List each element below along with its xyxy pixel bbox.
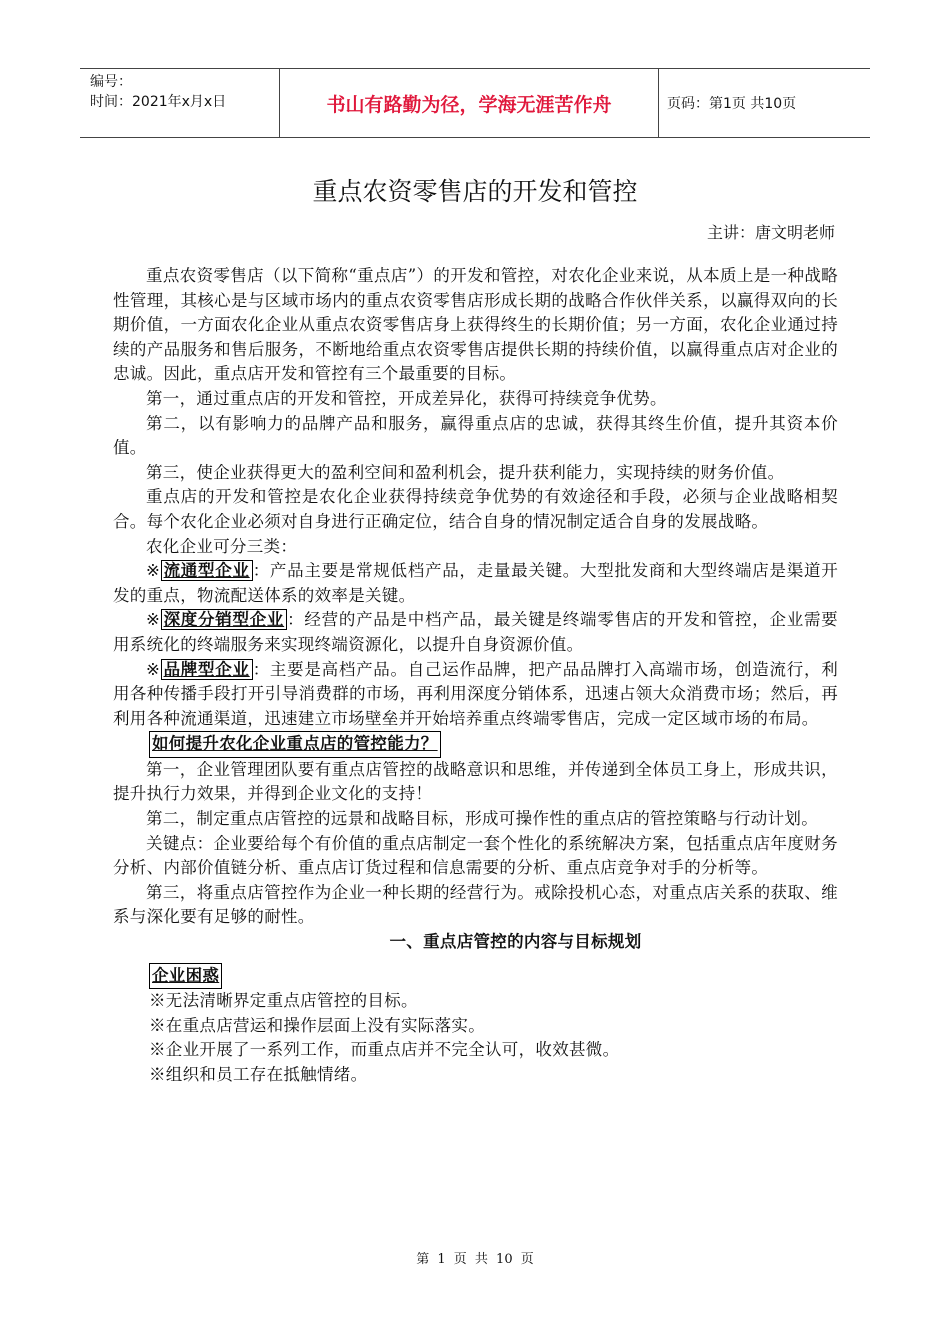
bullet-item: ※无法清晰界定重点店管控的目标。 bbox=[149, 991, 418, 1011]
strategy-paragraph: 重点店的开发和管控是农化企业获得持续竞争优势的有效途径和手段，必须与企业战略相契合。每个农化企业必须对自身进行正确定位，结合自身的情况制定适合自身的发展战略。 bbox=[113, 487, 838, 531]
type-name: 深度分销型企业 bbox=[161, 609, 288, 630]
speaker-line: 主讲：唐文明老师 bbox=[706, 223, 835, 242]
section-heading: 一、重点店管控的内容与目标规划 bbox=[389, 932, 642, 952]
page-info: 页码：第1页 共10页 bbox=[667, 96, 797, 112]
type-item bbox=[113, 608, 838, 657]
page-header bbox=[80, 68, 870, 138]
motto-text: 书山有路勤为径，学海无涯苦作舟 bbox=[280, 69, 659, 137]
intro-paragraph: 重点农资零售店（以下简称“重点店”）的开发和管控，对农化企业来说，从本质上是一种战略性管理，其核心是与区域市场内的重点农资零售店形成长期的战略合作伙伴关系，以赢得双向的长期价值，一方面农化企业从重点农资零售店身上获得终生的长期价值；另一方面，农化企业通过持续的产品服务和售后服务，不断地给重点农资零售店提供长期的持续价值，以赢得重点店对企业的忠诚。因此，重点店开发和管控有三个最重要的目标。 bbox=[113, 266, 838, 384]
type-name: 流通型企业 bbox=[161, 560, 253, 581]
page-footer: 第 1 页 共 10 页 bbox=[416, 1252, 534, 1267]
sub-heading: 企业困惑 bbox=[149, 963, 222, 990]
type-description: ：经营的产品是中档产品，最关键是终端零售店的开发和管控，企业需要用系统化的终端服务来实现终端资源化，以提升自身资源价值。 bbox=[113, 610, 838, 654]
goal-3: 第三，使企业获得更大的盈利空间和盈利机会，提升获利能力，实现持续的财务价值。 bbox=[146, 462, 785, 482]
key-point: 关键点：企业要给每个有价值的重点店制定一套个性化的系统解决方案，包括重点店年度财务分析、内部价值链分析、重点店订货过程和信息需要的分析、重点店竞争对手的分析等。 bbox=[113, 833, 838, 878]
document-title: 重点农资零售店的开发和管控 bbox=[312, 177, 638, 206]
type-item bbox=[113, 658, 838, 732]
bullet-item: ※企业开展了一系列工作，而重点店并不完全认可，收效甚微。 bbox=[149, 1040, 620, 1060]
reference-mark: ※ bbox=[146, 659, 161, 679]
question-row bbox=[113, 731, 838, 758]
type-name: 品牌型企业 bbox=[161, 659, 253, 680]
type-item bbox=[113, 559, 838, 608]
question-heading: 如何提升农化企业重点店的管控能力？ bbox=[149, 731, 441, 758]
reference-mark: ※ bbox=[146, 610, 161, 630]
goal-1: 第一，通过重点店的开发和管控，开成差异化，获得可持续竞争优势。 bbox=[146, 388, 667, 408]
answer-1: 第一，企业管理团队要有重点店管控的战略意识和思维，并传递到全体员工身上，形成共识，提升执行力效果，并得到企业文化的支持！ bbox=[113, 759, 838, 804]
type-description: ：产品主要是常规低档产品，走量最关键。大型批发商和大型终端店是渠道开发的重点，物流配送体系的效率是关键。 bbox=[113, 561, 838, 605]
document-body bbox=[113, 264, 838, 1088]
type-description: ：主要是高档产品。自己运作品牌，把产品品牌打入高端市场，创造流行，利用各种传播手段打开引导消费群的市场，再利用深度分销体系，迅速占领大众消费市场；然后，再利用各种流通渠道，迅速建立市场壁垒并开始培养重点终端零售店，完成一定区域市场的布局。 bbox=[113, 659, 838, 728]
bullet-item: ※组织和员工存在抵触情绪。 bbox=[149, 1065, 368, 1084]
answer-3: 第三，将重点店管控作为企业一种长期的经营行为。戒除投机心态，对重点店关系的获取、维系与深化要有足够的耐性。 bbox=[113, 882, 838, 927]
subtitle-row bbox=[113, 955, 838, 990]
bullet-item: ※在重点店营运和操作层面上没有实际落实。 bbox=[149, 1015, 485, 1035]
answer-2: 第二，制定重点店管控的远景和战略目标，形成可操作性的重点店的管控策略与行动计划。 bbox=[146, 809, 818, 829]
date-label: 时间：2021年x月x日 bbox=[90, 94, 227, 110]
types-intro: 农化企业可分三类： bbox=[146, 536, 298, 556]
reference-mark: ※ bbox=[146, 561, 161, 581]
code-label: 编号： bbox=[90, 74, 132, 90]
header-meta bbox=[80, 69, 280, 137]
goal-2: 第二，以有影响力的品牌产品和服务，赢得重点店的忠诚，获得其终生价值，提升其资本价值。 bbox=[113, 413, 838, 458]
